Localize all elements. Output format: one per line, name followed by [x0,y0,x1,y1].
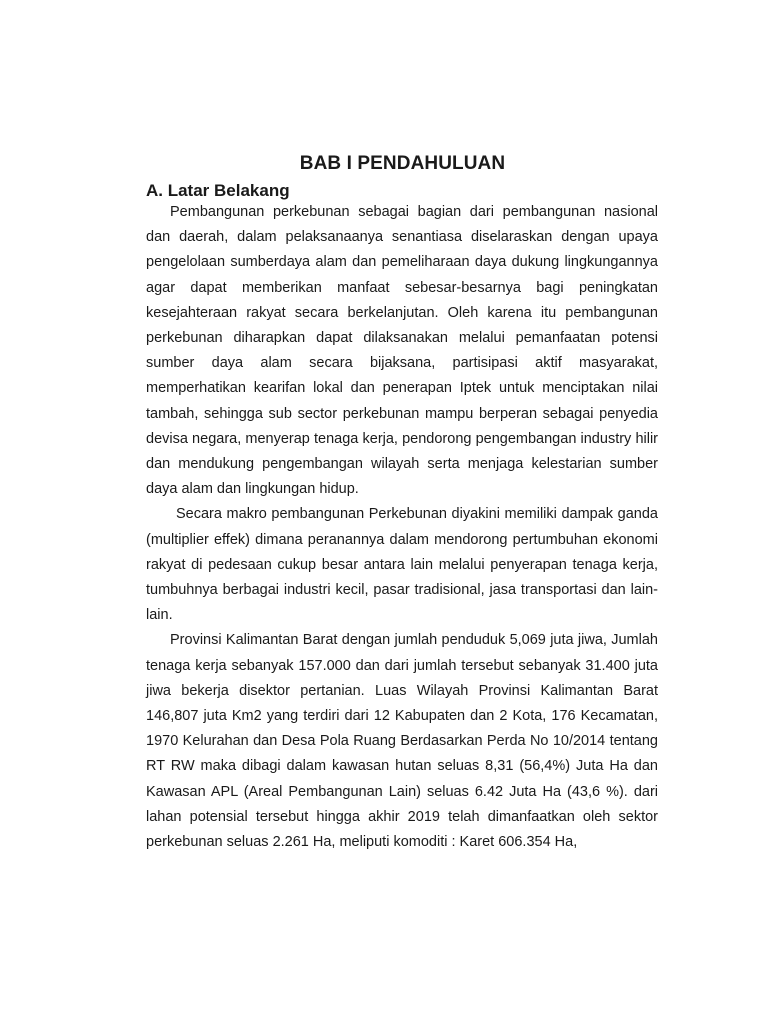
paragraph-3: Provinsi Kalimantan Barat dengan jumlah penduduk 5,069 juta jiwa, Jumlah tenaga kerja sebanyak 157.000 dan dari jumlah tersebut sebanyak 31.400 juta jiwa bekerja disektor pertanian. Luas Wilayah Provinsi Kalimantan Barat 146,807 juta Km2 yang terdiri dari 12 Kabupaten dan 2 Kota, 176 Kecamatan, 1970 Kelurahan dan Desa Pola Ruang Berdasarkan Perda No 10/2014 tentang RT RW maka dibagi dalam kawasan hutan seluas 8,31 (56,4%) Juta Ha dan Kawasan APL (Areal Pembangunan Lain) seluas 6.42 Juta Ha (43,6 %). dari lahan potensial tersebut hingga akhir 2019 telah dimanfaatkan oleh sektor perkebunan seluas 2.261 Ha, meliputi komoditi : Karet 606.354 Ha, [146,632,658,851]
paragraph-2: Secara makro pembangunan Perkebunan diyakini memiliki dampak ganda (multiplier effek) dimana peranannya dalam mendorong pertumbuhan ekonomi rakyat di pedesaan cukup besar antara lain melalui penyerapan tenaga kerja, tumbuhnya berbagai industri kecil, pasar tradisional, jasa transportasi dan lain-lain. [146,506,658,624]
section-heading: A. Latar Belakang [146,181,290,200]
body-text [146,200,658,855]
paragraph-1: Pembangunan perkebunan sebagai bagian dari pembangunan nasional dan daerah, dalam pelaksanaanya senantiasa diselaraskan dengan upaya pengelolaan sumberdaya alam dan pemeliharaan daya dukung lingkungannya agar dapat memberikan manfaat sebesar-besarnya bagi peningkatan kesejahteraan rakyat secara berkelanjutan. Oleh karena itu pembangunan perkebunan diharapkan dapat dilaksanakan melalui pemanfaatan potensi sumber daya alam secara bijaksana, partisipasi aktif masyarakat, memperhatikan kearifan lokal dan penerapan Iptek untuk menciptakan nilai tambah, sehingga sub sector perkebunan mampu berperan sebagai penyedia devisa negara, menyerap tenaga kerja, pendorong pengembangan industry hilir dan mendukung pengembangan wilayah serta menjaga kelestarian sumber daya alam dan lingkungan hidup. [146,204,658,498]
chapter-title: BAB I PENDAHULUAN [299,153,506,174]
